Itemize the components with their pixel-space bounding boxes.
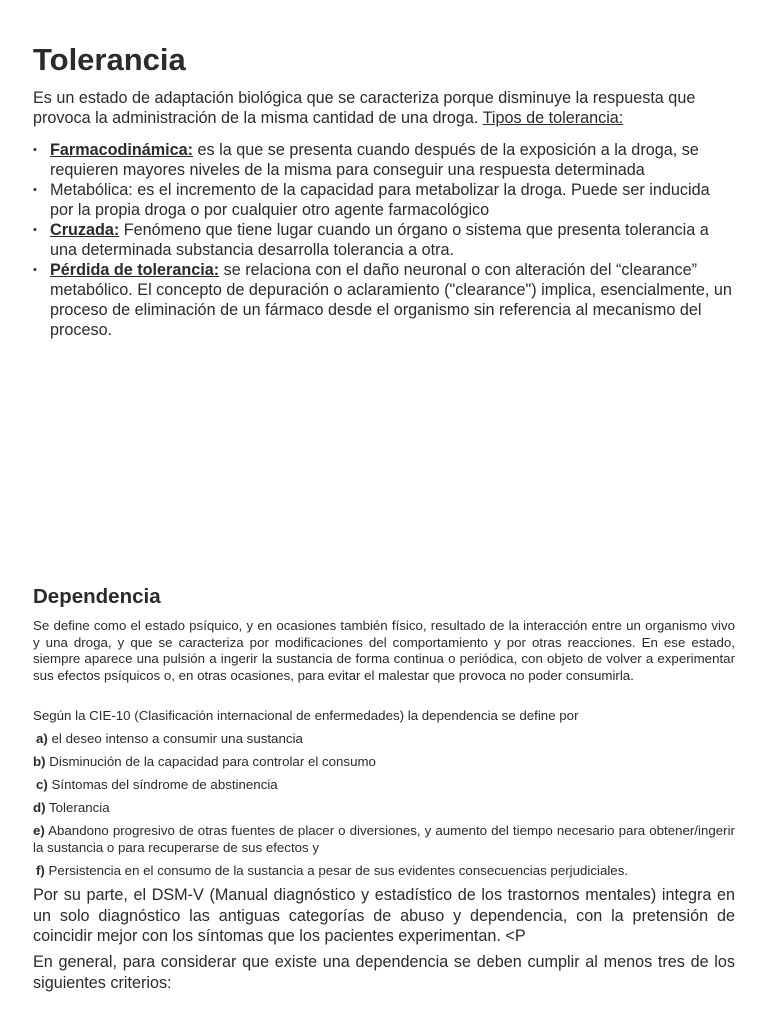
- criterion-text: el deseo intenso a consumir una sustancia: [47, 731, 303, 746]
- term-cruzada: Cruzada:: [50, 221, 120, 239]
- text-metabolica: Metabólica: es el incremento de la capacidad para metabolizar la droga. Puede ser inducida por la propia droga o por cualquier otro agente farmacológico: [50, 181, 710, 219]
- bullet-icon: •: [33, 144, 37, 156]
- criterion-f: [36, 863, 738, 880]
- term-perdida: Pérdida de tolerancia:: [50, 261, 220, 279]
- list-item-cruzada: [33, 220, 735, 260]
- dependencia-heading: Dependencia: [33, 585, 161, 608]
- list-item-metabolica: [33, 180, 735, 220]
- criterion-text: Tolerancia: [45, 800, 110, 815]
- criterion-letter: b): [33, 754, 46, 769]
- tipos-de-tolerancia-label: Tipos de tolerancia:: [482, 109, 624, 127]
- bullet-icon: •: [33, 264, 37, 276]
- dependencia-definition: Se define como el estado psíquico, y en ocasiones también físico, resultado de la interacción entre un organismo vivo y una droga, y que se caracteriza por modificaciones del comportamiento y por otras reacciones. En ese estado, siempre aparece una pulsión a ingerir la sustancia de forma continua o periódica, con objeto de volver a experimentar sus efectos psíquicos o, en otras ocasiones, para evitar el malestar que provoca no poder consumirla.: [33, 618, 735, 683]
- bullet-icon: •: [33, 184, 37, 196]
- criterion-c: [36, 777, 738, 794]
- criterion-text: Disminución de la capacidad para controlar el consumo: [45, 754, 376, 769]
- tolerancia-intro: [33, 88, 735, 128]
- text-perdida: se relaciona con el daño neuronal o con alteración del “clearance” metabólico. El concepto de depuración o aclaramiento ("clearance") implica, esencialmente, un proceso de eliminación de un fármaco desde el organismo sin referencia al mecanismo del proceso.: [50, 261, 732, 339]
- criteria-intro-paragraph: En general, para considerar que existe una dependencia se deben cumplir al menos tres de los siguientes criterios:: [33, 953, 735, 992]
- criterion-d: [33, 800, 735, 817]
- dsm-v-paragraph: Por su parte, el DSM-V (Manual diagnóstico y estadístico de los trastornos mentales) integra en un solo diagnóstico las antiguas categorías de abuso y dependencia, con la pretensión de coincidir mejor con los síntomas que los pacientes experimentan. <P: [33, 886, 735, 946]
- list-item-farmacodinamica: [33, 140, 735, 180]
- text-cruzada: Fenómeno que tiene lugar cuando un órgano o sistema que presenta tolerancia a una determinada substancia desarrolla tolerancia a otra.: [50, 221, 709, 259]
- criterion-letter: e): [33, 823, 45, 838]
- bullet-icon: •: [33, 224, 37, 236]
- criterion-letter: d): [33, 800, 46, 815]
- term-farmacodinamica: Farmacodinámica:: [50, 141, 194, 159]
- criterion-letter: a): [36, 731, 48, 746]
- criterion-e: [33, 823, 735, 856]
- tolerancia-intro-text: Es un estado de adaptación biológica que se caracteriza porque disminuye la respuesta que provoca la administración de la misma cantidad de una droga.: [33, 89, 696, 127]
- list-item-perdida: [33, 260, 735, 340]
- text-farmacodinamica: es la que se presenta cuando después de la exposición a la droga, se requieren mayores niveles de la misma para conseguir una respuesta determinada: [50, 141, 699, 179]
- cie10-intro: Según la CIE-10 (Clasificación internacional de enfermedades) la dependencia se define por: [33, 708, 579, 723]
- criterion-b: [33, 754, 735, 771]
- criterion-text: Persistencia en el consumo de la sustancia a pesar de sus evidentes consecuencias perjudiciales.: [44, 863, 629, 878]
- tolerancia-heading: Tolerancia: [33, 42, 186, 77]
- criterion-text: Síntomas del síndrome de abstinencia: [47, 777, 278, 792]
- criterion-a: [36, 731, 738, 748]
- criterion-letter: f): [36, 863, 45, 878]
- tolerance-types-list: [33, 140, 735, 340]
- criterion-text: Abandono progresivo de otras fuentes de placer o diversiones, y aumento del tiempo necesario para obtener/ingerir la sustancia o para recuperarse de sus efectos y: [33, 823, 735, 855]
- criterion-letter: c): [36, 777, 48, 792]
